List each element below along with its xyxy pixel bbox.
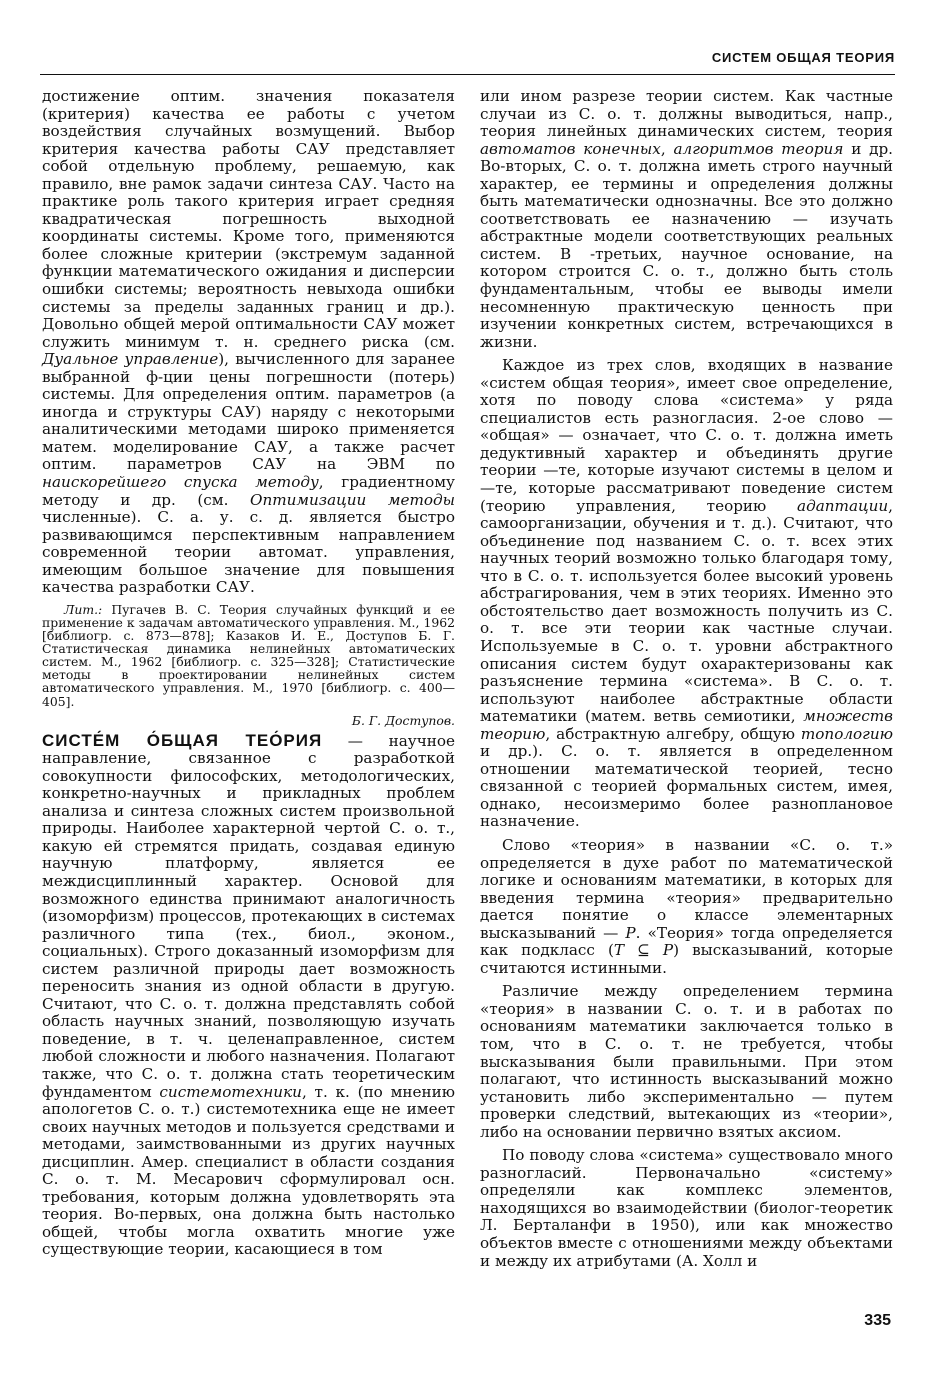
literature-references: Лит.: Пугачев В. С. Теория случайных функций и ее применение к задачам автоматического управления. М., 1962 [библиогр. с. 873—878]; Казаков И. Е., Доступов Б. Г. Статистическая динамика нелинейных автоматических систем. М., 1962 [библиогр. с. 325—328]; Статистические методы в проектировании нелинейных систем автоматического управления. М., 1970 [библиогр. с. 400—405]. — [42, 601, 455, 709]
article-start: СИСТЕ́М О́БЩАЯ ТЕО́РИЯ — научное направление, связанное с разработкой совокупности философских, методологических, конкретно-научных и прикладных проблем анализа и синтеза сложных систем произвольной природы. Наиболее характерной чертой С. о. т., какую ей стремятся придать, создавая единую научную платформу, является ее междисциплинный характер. Основой для возможного единства принимают аналогичность (изоморфизм) процессов, протекающих в системах различного типа (тех., биол., эконом., социальных). Строго доказанный изоморфизм для систем различной природы дает возможность переносить знания из одной области в другую. Считают, что С. о. т. должна представлять собой область научных знаний, позволяющую изучать поведение, в т. ч. целенаправленное, систем любой сложности и любого назначения. Полагают также, что С. о. т. должна стать теоретическим фундаментом системотехники, т. к. (по мнению апологетов С. о. т.) системотехника еще не имеет своих научных методов и пользуется средствами и методами, заимствованными из других научных дисциплин. Амер. специалист в области создания С. о. т. М. Месарович сформулировал осн. требования, которым должна удовлетворять эта теория. Во-первых, она должна быть настолько общей, чтобы могла охватить многие уже существующие теории, касающиеся в том — [42, 730, 455, 1259]
cross-reference: системотехники — [159, 1082, 302, 1101]
article-headword: СИСТЕ́М О́БЩАЯ ТЕО́РИЯ — [42, 730, 323, 750]
header-rule — [40, 74, 895, 75]
literature-label: Лит.: — [64, 601, 103, 617]
page-number: 335 — [864, 1312, 891, 1329]
paragraph: По поводу слова «система» существовало много разногласий. Первоначально «систему» определяли как комплекс элементов, находящихся во взаимодействии (биолог-теоретик Л. Берталанфи в 1950), или как множество объектов вместе с отношениями между объектами и между их атрибутами (А. Холл и — [480, 1146, 893, 1270]
cross-reference: автоматов конечных — [480, 139, 661, 158]
math-formula: T ⊆ P — [613, 941, 674, 960]
cross-reference: алгоритмов теория — [673, 139, 844, 158]
cross-reference: Дуальное управление — [42, 350, 219, 369]
cross-reference: топологию — [800, 724, 893, 743]
cross-reference: множеств теорию — [480, 707, 893, 743]
paragraph: Слово «теория» в названии «С. о. т.» определяется в духе работ по математической логике и основаниям математики, в которых для введения термина «теория» предварительно дается понятие о классе элементарных высказываний — P. «Теория» тогда определяется как подкласс (T ⊆ P) высказываний, которые считаются истинными. — [480, 835, 893, 977]
right-column — [480, 88, 893, 1276]
author-signature: Б. Г. Доступов. — [351, 712, 455, 728]
paragraph: или ином разрезе теории систем. Как частные случаи из С. о. т. должны выводиться, напр., теория линейных динамических систем, теория автоматов конечных, алгоритмов теория и др. Во-вторых, С. о. т. должна иметь строго научный характер, ее термины и определения должны быть математически однозначны. Все это должно соответствовать ее назначению — изучать абстрактные модели соответствующих реальных систем. В -третьих, научное основание, на котором строится С. о. т., должно быть столь фундаментальным, чтобы ее выводы имели несомненную практическую ценность при изучении конкретных систем, встречающихся в жизни. — [480, 87, 894, 351]
paragraph: достижение оптим. значения показателя (критерия) качества ее работы с учетом воздействия случайных возмущений. Выбор критерия качества работы САУ представляет собой отдельную проблему, решаемую, как правило, вне рамок задачи синтеза САУ. Часто на практике роль такого критерия играет средняя квадратическая погрешность выходной координаты системы. Кроме того, применяются более сложные критерии (экстремум заданной функции математического ожидания и дисперсии ошибки системы; вероятность невыхода ошибки системы за пределы заданных границ и др.). Довольно общей мерой оптимальности САУ может служить минимум т. н. среднего риска (см. Дуальное управление), вычисленного для заранее выбранной ф-ции цены погрешности (потерь) системы. Для определения оптим. параметров (а иногда и структуры САУ) наряду с некоторыми аналитическими методами широко применяется матем. моделирование САУ, а также расчет оптим. параметров САУ на ЭВМ по наискорейшего спуска методу, градиентному методу и др. (см. Оптимизации методы численные). С. а. у. с. д. является быстро развивающимся перспективным направлением современной теории автомат. управления, имеющим большое значение для повышения качества разработки САУ. — [42, 87, 455, 597]
paragraph: Каждое из трех слов, входящих в название «систем общая теория», имеет свое определение, хотя по поводу слова «система» у ряда специалистов есть разногласия. 2-ое слово — «общая» — означает, что С. о. т. должна иметь дедуктивный характер и объединять другие теории —те, которые изучают системы в целом и —те, которые рассматривают поведение систем (теорию управления, теорию адаптации, самоорганизации, обучения и т. д.). Считают, что объединение под названием С. о. т. всех этих научных теорий возможно только благодаря тому, что в С. о. т. используется более высокий уровень абстрагирования, чем в этих теориях. Именно это обстоятельство дает возможность получить из С. о. т. все эти теории как частные случаи. Используемые в С. о. т. уровни абстрактного описания систем будут охарактеризованы как разъяснение термина «система». В С. о. т. используют наиболее абстрактные области математики (матем. ветвь семиотики, множеств теорию, абстрактную алгебру, общую топологию и др.). С. о. т. является в определенном отношении математической теорией, тесно связанной с теорией формальных систем, имея, однако, несоизмеримо более разноплановое назначение. — [480, 356, 893, 831]
running-head: СИСТЕМ ОБЩАЯ ТЕОРИЯ — [711, 50, 895, 65]
cross-reference: наискорейшего спуска методу — [42, 473, 319, 492]
cross-reference: адаптации — [797, 496, 889, 515]
paragraph: Различие между определением термина «теория» в названии С. о. т. и в работах по основаниям математики заключается только в том, что в С. о. т. не требуется, чтобы высказывания были правильными. При этом полагают, что истинность высказываний можно установить либо экспериментально — путем проверки следствий, вытекающих из «теории», либо на основании первично взятых аксиом. — [480, 982, 893, 1141]
left-column — [42, 88, 455, 1265]
cross-reference: Оптимизации методы — [250, 490, 455, 509]
math-symbol: P — [625, 923, 636, 942]
